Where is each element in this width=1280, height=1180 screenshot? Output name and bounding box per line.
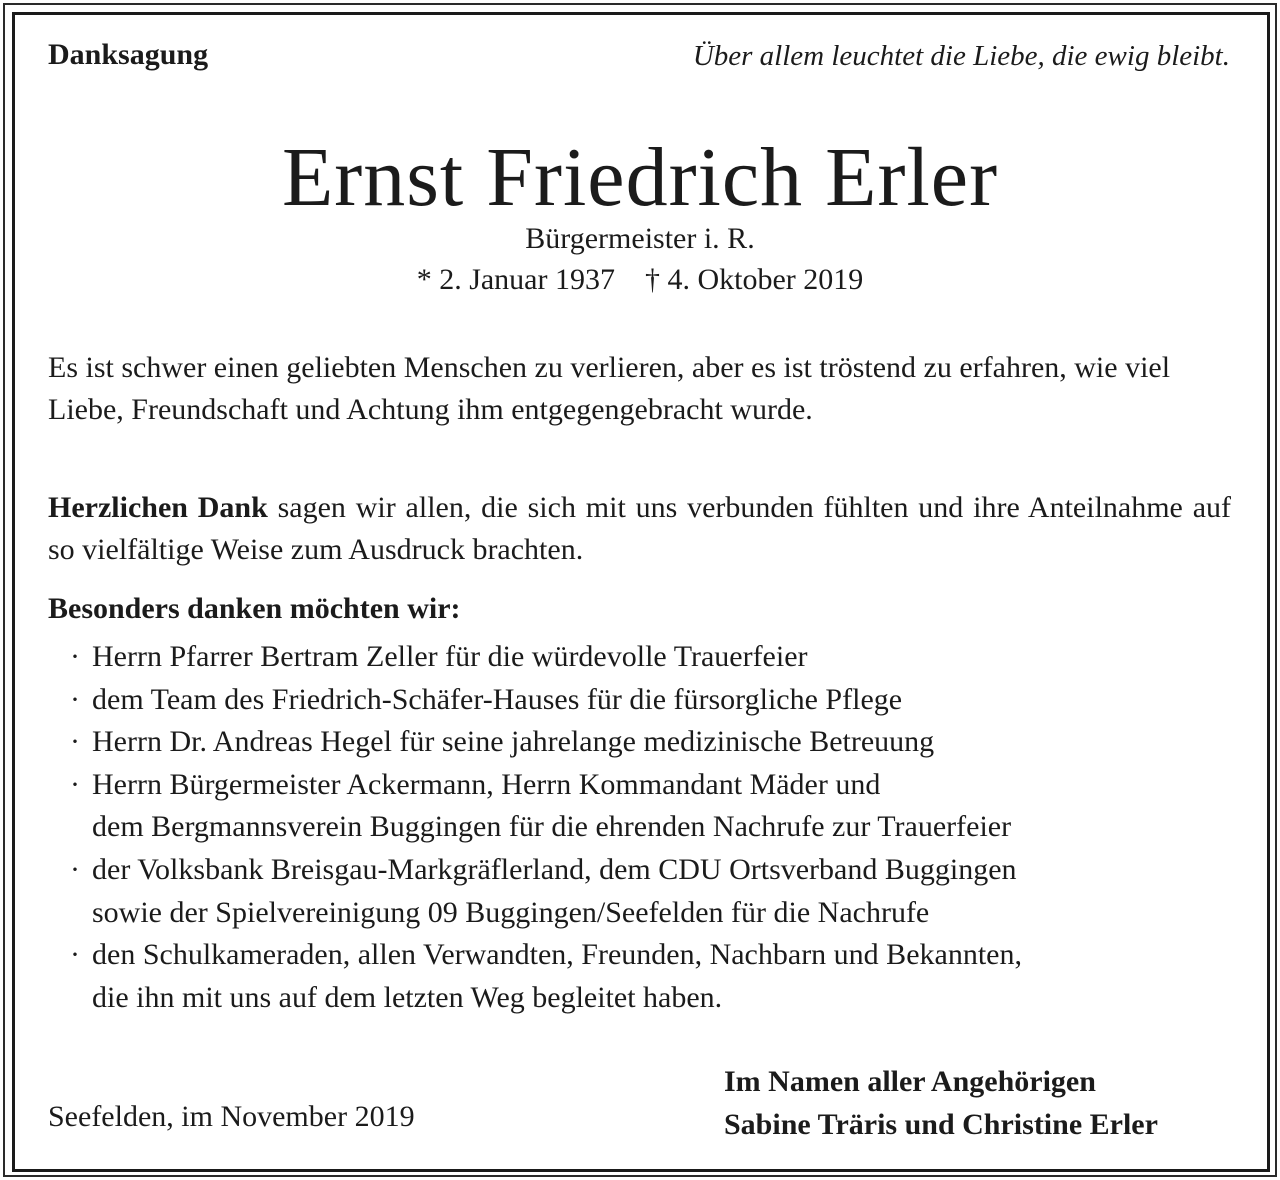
life-dates: * 2. Januar 1937 † 4. Oktober 2019 <box>416 263 864 296</box>
signature-line-family: Im Namen aller Angehörigen <box>724 1065 1096 1098</box>
list-item <box>70 764 1230 849</box>
bullet-mark: · <box>70 725 80 759</box>
deceased-name: Ernst Friedrich Erler <box>281 131 999 224</box>
intro-paragraph: Es ist schwer einen geliebten Menschen zu verlieren, aber es ist tröstend zu erfahren, wie viel Liebe, Freundschaft und Achtung ihm entgegengebracht wurde. <box>48 351 1171 426</box>
list-item-line-continued: die ihn mit uns auf dem letzten Weg begleitet haben. <box>92 980 723 1014</box>
list-item-line: der Volksbank Breisgau-Markgräflerland, dem CDU Ortsverband Buggingen <box>92 852 1017 886</box>
list-item-line: Herrn Bürgermeister Ackermann, Herrn Kommandant Mäder und <box>92 767 881 801</box>
list-item-line: den Schulkameraden, allen Verwandten, Freunden, Nachbarn und Bekannten, <box>92 938 1022 972</box>
signature-line-names: Sabine Träris und Christine Erler <box>724 1108 1158 1141</box>
list-item-line: dem Team des Friedrich-Schäfer-Hauses für die fürsorgliche Pflege <box>92 682 903 716</box>
list-item <box>70 849 1230 934</box>
thanks-paragraph <box>48 487 1231 571</box>
bullet-mark: · <box>70 767 80 801</box>
place-date: Seefelden, im November 2019 <box>48 1100 415 1133</box>
list-item-line-continued: dem Bergmannsverein Buggingen für die ehrenden Nachrufe zur Trauerfeier <box>92 810 1012 844</box>
list-item-line: Herrn Pfarrer Bertram Zeller für die würdevolle Trauerfeier <box>92 640 808 673</box>
deceased-title: Bürgermeister i. R. <box>525 222 755 255</box>
bullet-mark: · <box>70 852 80 886</box>
motto: Über allem leuchtet die Liebe, die ewig bleibt. <box>692 40 1230 72</box>
list-item-line-continued: sowie der Spielvereinigung 09 Buggingen/Seefelden für die Nachrufe <box>92 895 930 929</box>
list-item <box>70 721 1230 764</box>
signature-block <box>724 1060 1158 1146</box>
list-item-line: Herrn Dr. Andreas Hegel für seine jahrelange medizinische Betreuung <box>92 725 935 759</box>
thanks-bold: Herzlichen Dank <box>48 491 268 524</box>
bullet-mark: · <box>70 938 80 972</box>
bullet-mark: · <box>70 682 80 716</box>
bullet-mark: · <box>70 640 80 673</box>
thanks-text: sagen wir allen, die sich mit uns verbunden fühlten und ihre Anteilnahme auf so vielfältige Weise zum Ausdruck brachten. <box>48 491 1231 566</box>
heading-danksagung: Danksagung <box>48 38 209 71</box>
list-item <box>70 679 1230 722</box>
list-item <box>70 636 1230 679</box>
special-thanks-list <box>70 636 1230 1019</box>
list-item <box>70 934 1230 1019</box>
special-thanks-heading: Besonders danken möchten wir: <box>48 592 461 625</box>
